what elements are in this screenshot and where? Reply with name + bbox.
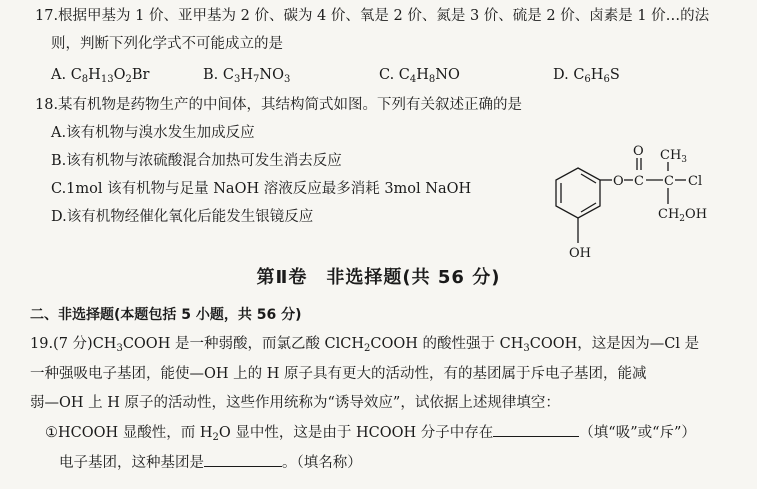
formula-sub: 2 [125,74,132,85]
formula-part: H [88,67,101,83]
q17-stem-line1: 17.根据甲基为 1 价、亚甲基为 2 价、碳为 4 价、氧是 2 价、氮是 3 价、硫是 2 价、卤素是 1 价…的法 [35,8,710,24]
q18-stem: 18.某有机物是药物生产的中间体，其结构简式如图。下列有关叙述正确的是 [35,97,523,113]
atom-c1: C [634,174,644,189]
formula-part: A. C [51,67,82,83]
q19-line4: ①HCOOH 显酸性，而 $H_2O$ 显中性，这是由于 HCOOH 分子中存在 （填“吸”或“斥”） [45,422,696,443]
formula-sub: 7 [253,74,260,85]
section-title: 第Ⅱ卷 非选择题(共 56 分) [256,267,501,288]
q17-option-b[interactable] [203,65,290,85]
formula-part: O [113,67,126,83]
answer-blank-1[interactable] [493,422,579,437]
q17-stem-line2: 则，判断下列化学式不可能成立的是 [51,36,283,52]
formula-part: NO [435,67,460,83]
q19-line2: 一种强吸电子基团，能使—OH 上的 H 原子具有更大的活动性，有的基团属于斥电子基团，能减 [30,366,647,382]
q17-option-a[interactable] [51,65,149,85]
formula-part: H [416,67,429,83]
q17-option-d[interactable] [553,65,620,85]
atom-o-ester: O [613,174,624,189]
q17-option-c[interactable] [379,65,460,85]
formula-sub: 6 [584,74,591,85]
structure-diagram [540,140,750,270]
formula-sub: 3 [233,74,241,85]
atom-ch2oh: $CH_2OH$ [658,207,708,224]
q19-line5: 电子基团，这种基团是 。（填名称） [59,452,362,473]
subscript: 2 [679,214,686,224]
q18-option-a[interactable]: A.该有机物与溴水发生加成反应 [51,125,255,141]
formula-sub: 6 [603,74,610,85]
formula-sub: 8 [81,74,89,85]
benzene-ring [556,168,600,218]
formula-part: NO [259,67,284,83]
q18-option-c[interactable]: C.1mol 该有机物与足量 NaOH 溶液反应最多消耗 3mol NaOH [51,181,472,197]
formula-part: H [590,67,604,83]
formula-sub: 4 [409,74,417,85]
atom-oh: OH [569,246,591,261]
atom-c2: C [664,174,674,189]
q19-line3: 弱—OH 上 H 原子的活动性，这些作用统称为“诱导效应”，试依据上述规律填空： [30,395,560,411]
subscript: 3 [681,155,688,165]
formula-part: Br [131,67,150,83]
answer-blank-2[interactable] [204,452,282,467]
part2-heading: 二、非选择题(本题包括 5 小题，共 56 分) [30,307,302,323]
formula-sub: 8 [428,74,436,85]
formula-part: S [609,67,620,83]
q18-option-b[interactable]: B.该有机物与浓硫酸混合加热可发生消去反应 [51,153,342,169]
formula-part: B. C [203,67,234,83]
q18-option-d[interactable]: D.该有机物经催化氧化后能发生银镜反应 [51,209,314,225]
formula-sub: 3 [283,74,291,85]
atom-ch3: $CH_3$ [660,148,688,165]
formula-part: H [240,67,253,83]
formula-part: C. C [379,67,410,83]
formula-part: D. C [553,67,585,83]
formula-sub: 13 [100,74,114,85]
atom-cl: Cl [688,174,703,189]
q19-line1: 19.(7 分)$CH_3COOH$ 是一种弱酸，而氯乙酸 ClCH$_2$COOH 的酸性强于 $CH_3COOH$，这是因为—Cl 是 [30,336,700,354]
atom-o-carbonyl: O [633,144,644,159]
